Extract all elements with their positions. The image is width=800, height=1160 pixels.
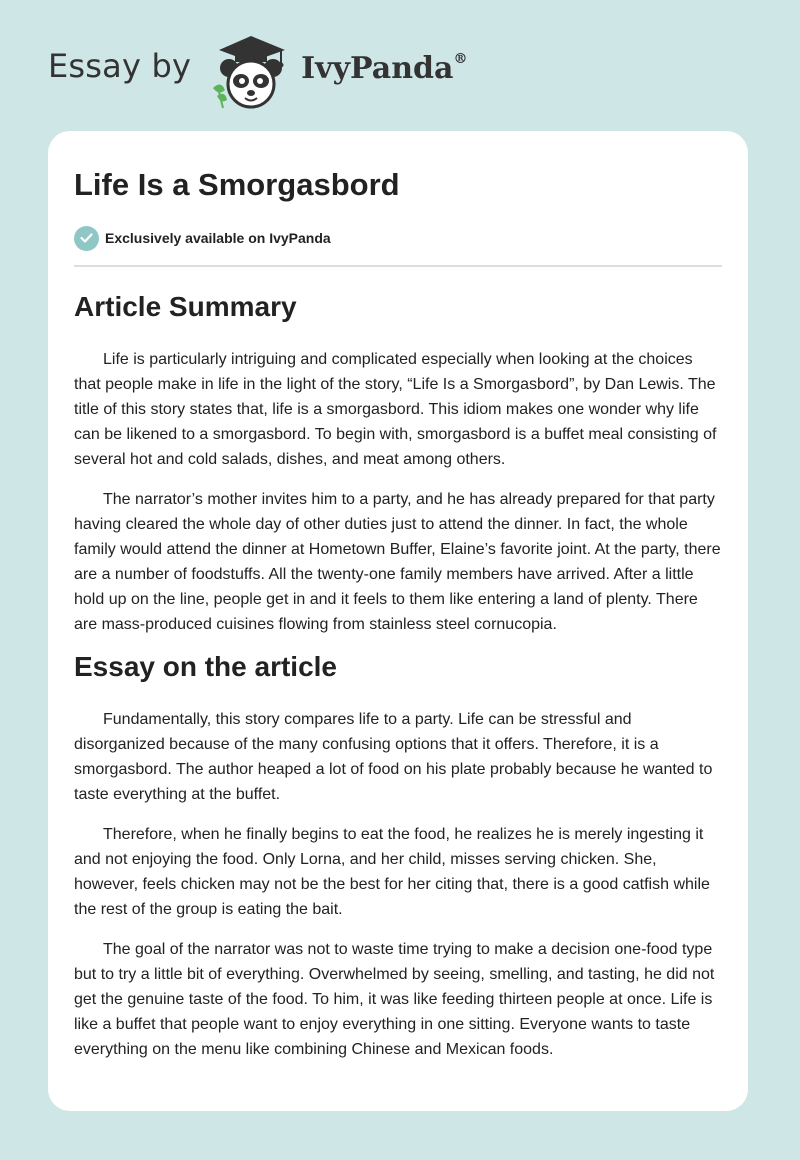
paragraph: The narrator’s mother invites him to a party, and he has already prepared for that party having cleared the whole day of other duties just to attend the dinner. In fact, the whole family would attend the dinner at Hometown Buffer, Elaine’s favorite joint. At the party, there are a number of foodstuffs. All the twenty-one family members have arrived. After a little hold up on the line, people get in and it feels to them like entering a land of plenty. There are mass-produced cuisines flowing from stainless steel cornucopia. [74,491,721,633]
registered-mark: ® [453,50,468,67]
site-header [48,30,467,110]
essay-title: Life Is a Smorgasbord [74,167,400,202]
essay-by-label: Essay by [48,47,192,85]
brand-name-text: IvyPanda [301,50,454,86]
brand-name[interactable] [301,51,467,86]
section-heading-essay: Essay on the article [74,651,338,682]
paragraph: The goal of the narrator was not to waste time trying to make a decision one-food type but to try a little bit of everything. Overwhelmed by seeing, smelling, and tasting, he did not get the genuine taste of the food. To him, it was like feeding thirteen people at once. Life is like a buffet that people want to enjoy everything in one sitting. Everyone wants to taste everything on the menu like combining Chinese and Mexican foods. [74,941,715,1058]
paragraph: Therefore, when he finally begins to eat the food, he realizes he is merely ingesting it and not enjoying the food. Only Lorna, and her child, misses serving chicken. She, however, feels chicken may not be the best for her citing that, there is a good catfish while the rest of the group is eating the bait. [74,826,710,918]
paragraph: Life is particularly intriguing and complicated especially when looking at the choices that people make in life in the light of the story, “Life Is a Smorgasbord”, by Dan Lewis. The title of this story states that, life is a smorgasbord. This idiom makes one wonder why life can be likened to a smorgasbord. To begin with, smorgasbord is a buffet meal consisting of several hot and cold salads, dishes, and meat among others. [74,351,717,468]
exclusive-badge [74,225,722,251]
section-heading-summary: Article Summary [74,291,297,322]
panda-logo-icon[interactable] [205,30,297,110]
exclusive-label: Exclusively available on IvyPanda [105,230,331,246]
check-icon [74,226,99,251]
essay-card [48,131,748,1111]
paragraph: Fundamentally, this story compares life to a party. Life can be stressful and disorganized because of the many confusing options that it offers. Therefore, it is a smorgasbord. The author heaped a lot of food on his plate probably because he wanted to taste everything at the buffet. [74,711,713,803]
divider [74,265,722,267]
